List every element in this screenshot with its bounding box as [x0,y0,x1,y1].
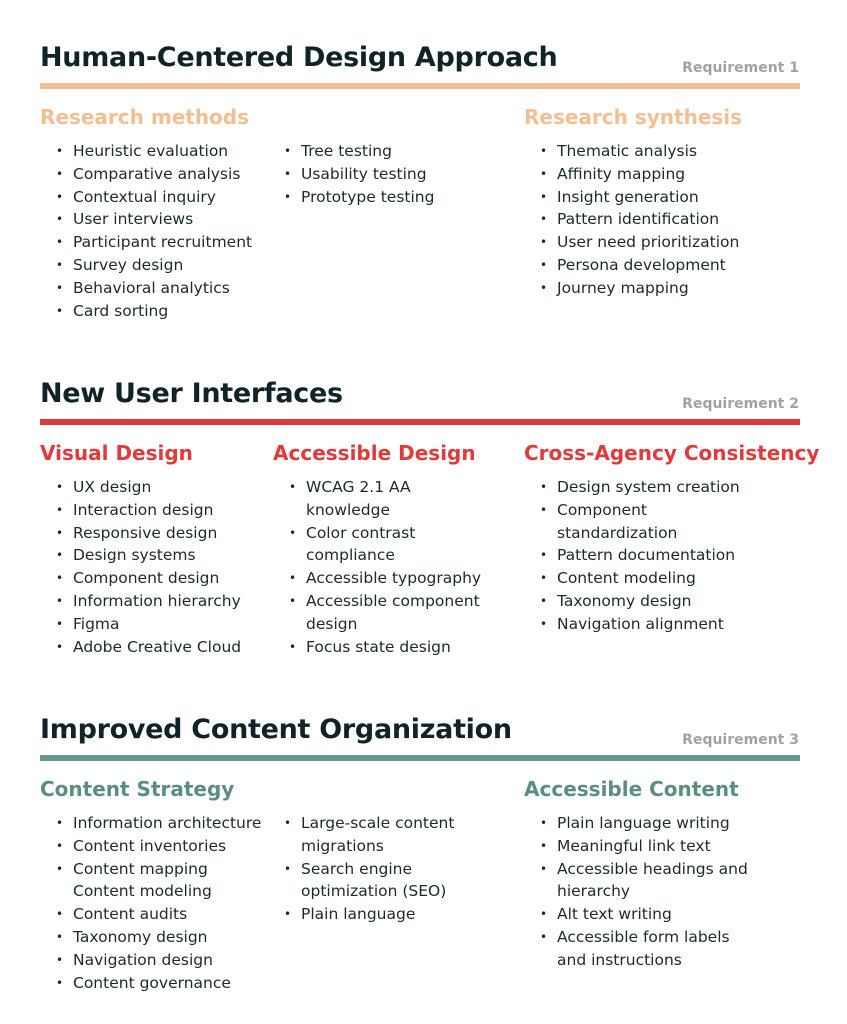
list-item: • Alt text writing [524,903,754,926]
subheading-visual-design: Visual Design [40,441,193,465]
list-item: • Interaction design [40,499,270,522]
list-research-methods-col2 [268,140,498,208]
list-item: • Figma [40,613,270,636]
subheading-cross-agency-consistency: Cross-Agency Consistency [524,441,820,465]
list-item: • Contextual inquiry [40,186,280,209]
list-item: • Information architecture [40,812,264,835]
list-item: • Card sorting [40,300,280,323]
list-item: • Component standardization [524,499,754,545]
list-item: • Accessible headings and hierarchy [524,858,754,904]
list-item: • Journey mapping [524,277,794,300]
list-item: • Meaningful link text [524,835,754,858]
section-title-improved-content-organization: Improved Content Organization [40,714,512,745]
section-divider-1 [40,83,800,89]
list-accessible-content [524,812,754,972]
list-content-strategy-col2 [268,812,468,926]
list-item: • Design system creation [524,476,754,499]
list-item: • Plain language writing [524,812,754,835]
list-item: • Thematic analysis [524,140,794,163]
list-content-strategy [40,812,264,994]
list-item: • Persona development [524,254,794,277]
list-research-methods [40,140,280,322]
list-item: • Content inventories [40,835,264,858]
list-item: • Taxonomy design [40,926,264,949]
list-item: • Participant recruitment [40,231,280,254]
list-item: • Color contrast compliance [273,522,498,568]
list-item: • Affinity mapping [524,163,794,186]
requirement-label-1: Requirement 1 [682,60,799,76]
list-item: • Survey design [40,254,280,277]
list-item: • WCAG 2.1 AA knowledge [273,476,498,522]
list-item: • Navigation alignment [524,613,754,636]
list-item: • Component design [40,567,270,590]
list-item: • Plain language [268,903,468,926]
subheading-accessible-content: Accessible Content [524,777,739,801]
section-divider-2 [40,419,800,425]
list-item: • Accessible component design [273,590,498,636]
list-item: • Tree testing [268,140,498,163]
list-item: • Large-scale content migrations [268,812,468,858]
list-item: • Responsive design [40,522,270,545]
list-item: • Pattern documentation [524,544,754,567]
list-cross-agency-consistency [524,476,754,636]
list-item: • Content mapping Content modeling [40,858,264,904]
list-research-synthesis [524,140,794,300]
list-visual-design [40,476,270,658]
list-item: • Content governance [40,972,264,995]
section-title-human-centered: Human-Centered Design Approach [40,42,558,73]
subheading-research-synthesis: Research synthesis [524,105,743,129]
list-item: • Comparative analysis [40,163,280,186]
list-item: • Accessible form labels and instructions [524,926,754,972]
list-item: • Search engine optimization (SEO) [268,858,468,904]
list-item: • Design systems [40,544,270,567]
list-item: • UX design [40,476,270,499]
list-item: • User interviews [40,208,280,231]
list-item: • Pattern identification [524,208,794,231]
list-item: • Prototype testing [268,186,498,209]
list-item: • Focus state design [273,636,498,659]
list-item: • Heuristic evaluation [40,140,280,163]
section-divider-3 [40,755,800,761]
requirement-label-3: Requirement 3 [682,732,799,748]
list-item: • Adobe Creative Cloud [40,636,270,659]
list-item: • Accessible typography [273,567,498,590]
list-item: • Navigation design [40,949,264,972]
list-item: • Insight generation [524,186,794,209]
subheading-content-strategy: Content Strategy [40,777,235,801]
section-title-new-user-interfaces: New User Interfaces [40,378,343,409]
subheading-accessible-design: Accessible Design [273,441,476,465]
list-item: • Taxonomy design [524,590,754,613]
list-item: • Content audits [40,903,264,926]
list-accessible-design [273,476,498,658]
list-item: • Information hierarchy [40,590,270,613]
list-item: • Behavioral analytics [40,277,280,300]
list-item: • Usability testing [268,163,498,186]
subheading-research-methods: Research methods [40,105,250,129]
list-item: • Content modeling [524,567,754,590]
requirement-label-2: Requirement 2 [682,396,799,412]
list-item: • User need prioritization [524,231,794,254]
